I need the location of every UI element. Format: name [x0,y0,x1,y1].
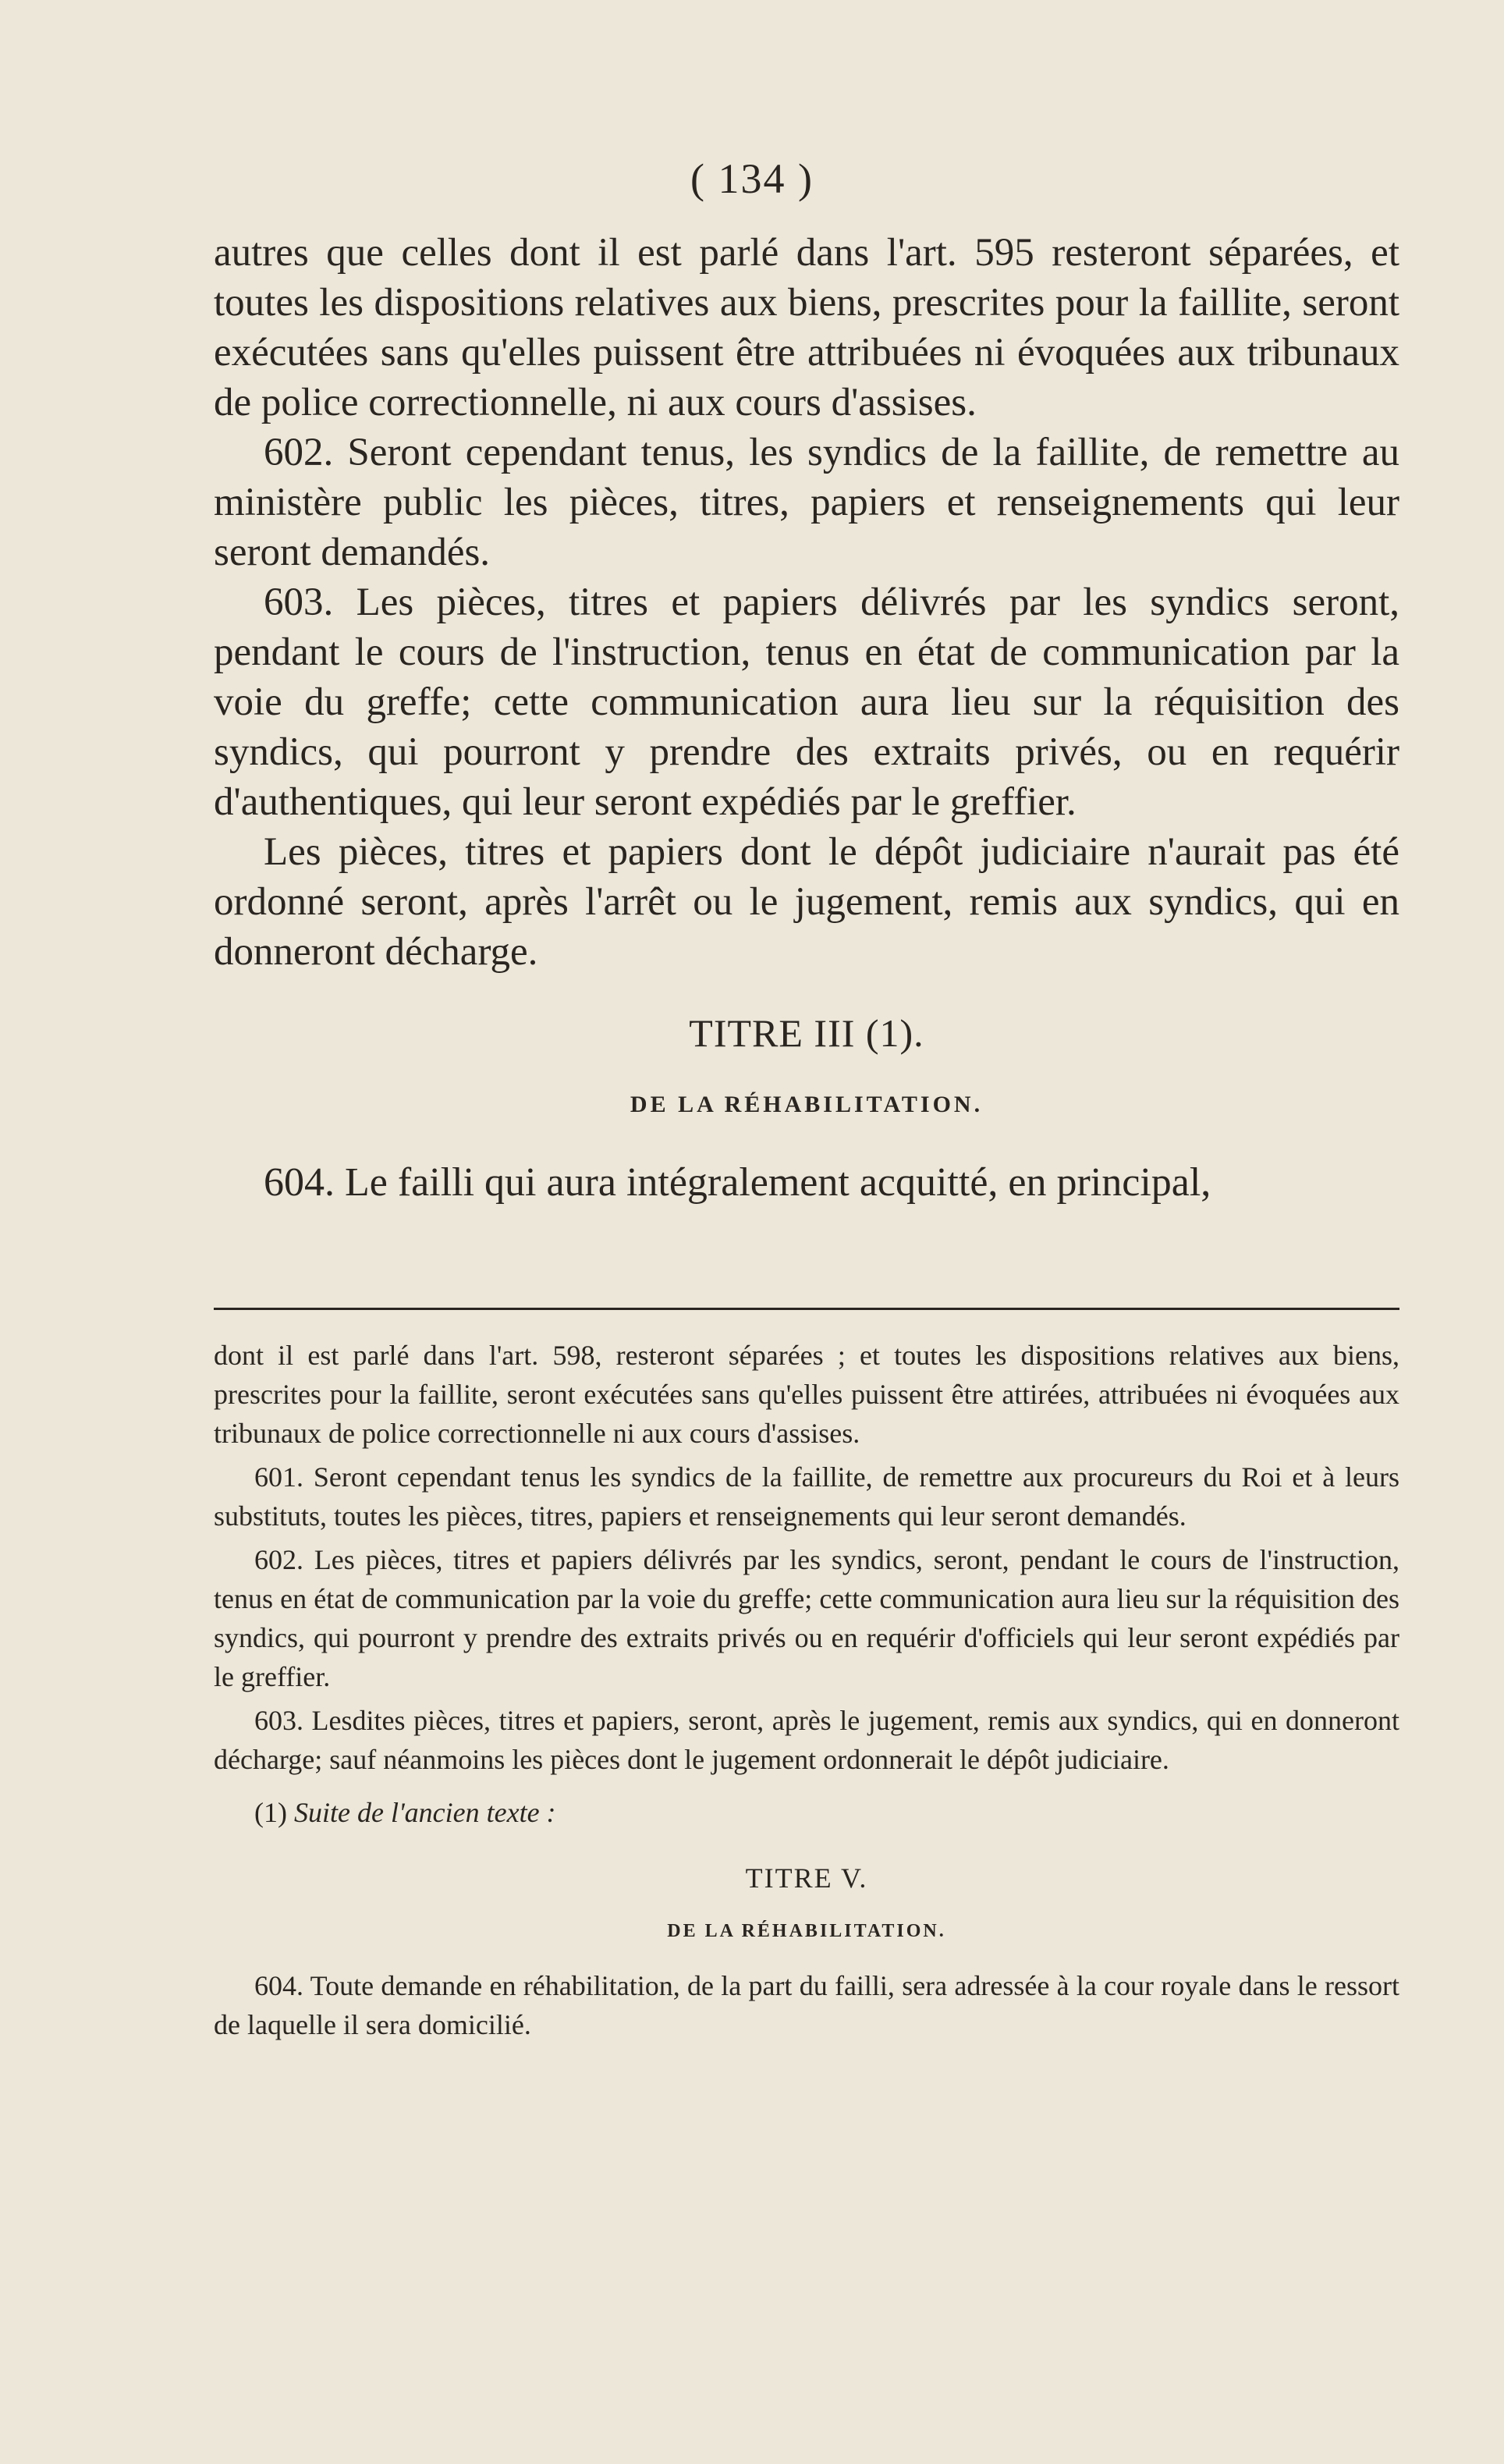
footnote-divider [214,1308,1399,1310]
main-text [214,228,1399,1208]
main-paragraph-1: autres que celles dont il est parlé dans l'art. 595 resteront séparées, et toutes les dispositions relatives aux biens, prescrites pour la faillite, seront exécutées sans qu'elles puissent être attribuées ni évoquées aux tribunaux de police correctionnelle, ni aux cours d'assises. [214,231,1399,424]
main-paragraph-2: 602. Seront cependant tenus, les syndics de la faillite, de remettre au ministère public les pièces, titres, papiers et renseignements qui leur seront demandés. [214,431,1399,574]
footnote-label: Suite de l'ancien texte : [293,1797,556,1828]
footnote-reference [214,1793,1399,1832]
old-article-604: 604. Toute demande en réhabilitation, de la part du failli, sera adressée à la cour royale dans le ressort de laquelle il sera domicilié. [214,1970,1399,2040]
section-subtitle: DE LA RÉHABILITATION. [630,1092,984,1117]
note-paragraph-2: 601. Seront cependant tenus les syndics de la faillite, de remettre aux procureurs du Roi et à leurs substituts, toutes les pièces, titres, papiers et renseignements qui leur seront demandés. [214,1461,1399,1532]
footnotes [214,1336,1399,2044]
section-title: TITRE III (1). [689,1011,924,1055]
page-number: ( 134 ) [690,155,814,202]
note-paragraph-4: 603. Lesdites pièces, titres et papiers, seront, après le jugement, remis aux syndics, qui en donneront décharge; sauf néanmoins les pièces dont le jugement ordonnerait le dépôt judiciaire. [214,1705,1399,1775]
old-section-subtitle: DE LA RÉHABILITATION. [667,1921,946,1941]
footnote-marker: (1) [254,1797,287,1828]
article-604-start: 604. Le failli qui aura intégralement acquitté, en principal, [264,1160,1211,1205]
old-section-title: TITRE V. [745,1862,868,1894]
main-paragraph-4: Les pièces, titres et papiers dont le dépôt judiciaire n'aurait pas été ordonné seront, après l'arrêt ou le jugement, remis aux syndics, qui en donneront décharge. [214,830,1399,974]
note-paragraph-3: 602. Les pièces, titres et papiers délivrés par les syndics, seront, pendant le cours de l'instruction, tenus en état de communication par la voie du greffe; cette communication aura lieu sur la réquisition des syndics, qui pourront y prendre des extraits privés ou en requérir d'officiels qui leur seront expédiés par le greffier. [214,1544,1399,1692]
note-paragraph-1: dont il est parlé dans l'art. 598, resteront séparées ; et toutes les dispositions relatives aux biens, prescrites pour la faillite, seront exécutées sans qu'elles puissent être attirées, attribuées ni évoquées aux tribunaux de police correctionnelle ni aux cours d'assises. [214,1340,1399,1449]
main-paragraph-3: 603. Les pièces, titres et papiers délivrés par les syndics seront, pendant le cours de l'instruction, tenus en état de communication par la voie du greffe; cette communication aura lieu sur la réquisition des syndics, qui pourront y prendre des extraits privés, ou en requérir d'authentiques, qui leur seront expédiés par le greffier. [214,580,1399,824]
